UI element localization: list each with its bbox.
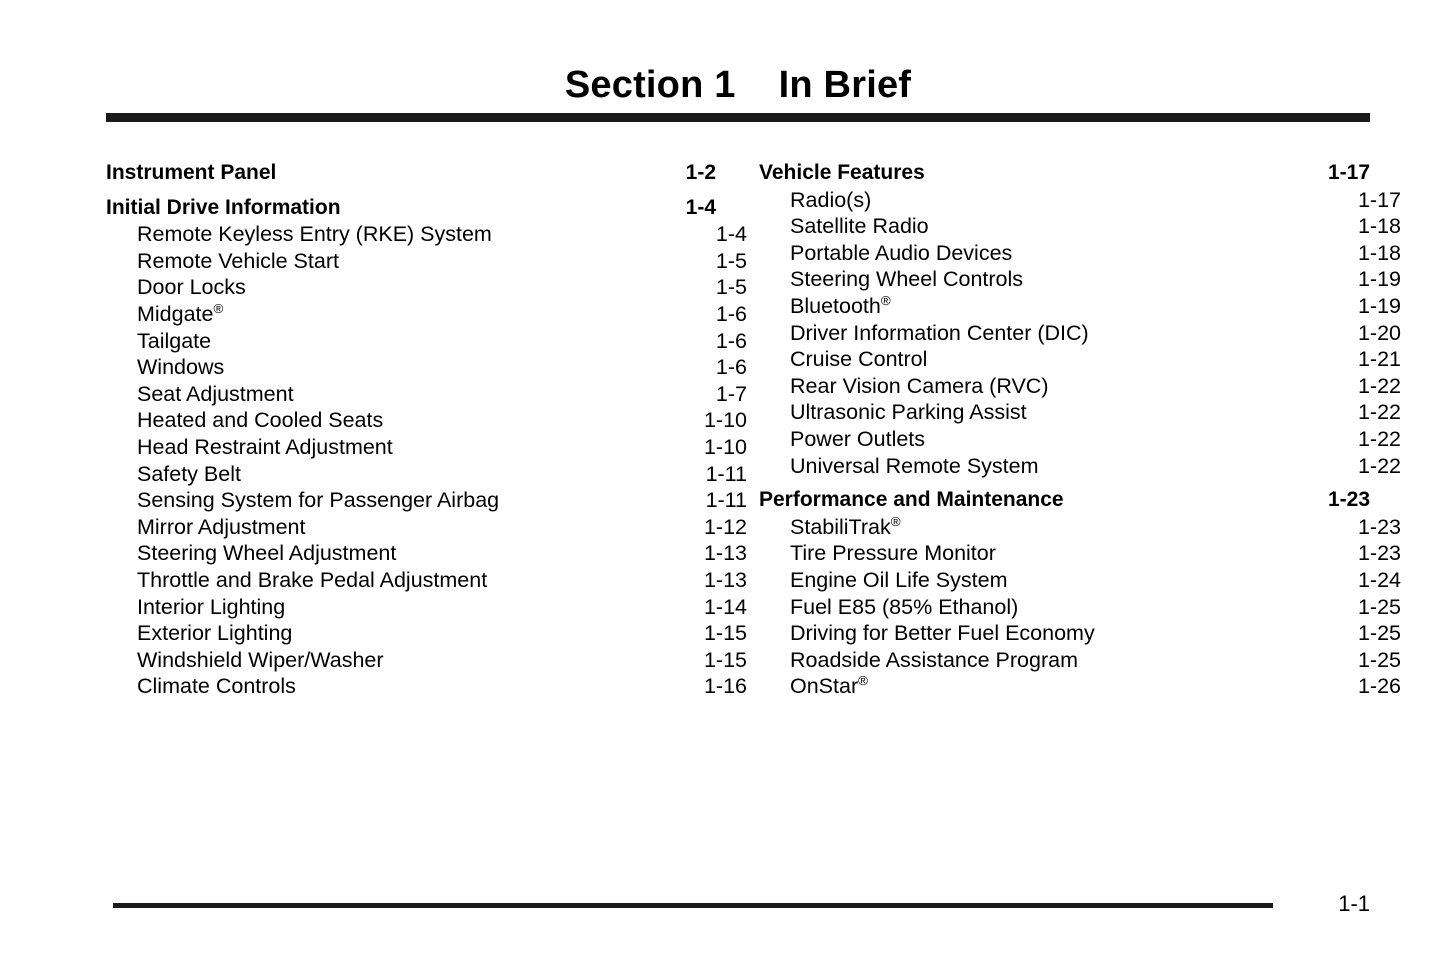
toc-entry-label: Fuel E85 (85% Ethanol) <box>790 594 1019 619</box>
toc-entry-label: Tire Pressure Monitor <box>790 541 996 566</box>
dot-leader <box>231 374 677 375</box>
toc-column-right <box>759 160 1401 700</box>
toc-entry-row[interactable] <box>106 248 747 275</box>
toc-entry-page-number: 1-12 <box>703 514 747 539</box>
toc-entry-label: Windows <box>137 355 225 380</box>
toc-entry-label: Initial Drive Information <box>106 195 341 219</box>
toc-entry-row[interactable] <box>759 373 1401 400</box>
toc-entry-row[interactable] <box>106 434 747 461</box>
dot-leader <box>506 507 677 508</box>
toc-entry-label: Roadside Assistance Program <box>790 647 1079 672</box>
dot-leader <box>878 206 1331 207</box>
toc-entry-page-number: 1-4 <box>715 222 747 247</box>
footer-rule <box>113 903 1273 908</box>
dot-leader <box>494 587 677 588</box>
toc-entry-page-number: 1-7 <box>715 381 747 406</box>
toc-entry-page-number: 1-15 <box>703 621 747 646</box>
toc-entry-label: Head Restraint Adjustment <box>137 434 393 459</box>
toc-entry-page-number: 1-23 <box>1357 514 1401 539</box>
registered-trademark-icon: ® <box>213 300 224 316</box>
dot-leader <box>936 233 1331 234</box>
toc-entry-row[interactable] <box>106 647 747 674</box>
toc-entry-label: Climate Controls <box>137 674 296 699</box>
toc-entry-page-number: 1-23 <box>1327 488 1370 512</box>
dot-leader <box>1046 472 1331 473</box>
dot-leader <box>403 560 677 561</box>
dot-leader <box>1015 587 1332 588</box>
toc-entry-page-number: 1-22 <box>1357 373 1401 398</box>
toc-entry-row[interactable] <box>106 274 747 301</box>
toc-entry-row[interactable] <box>106 354 747 381</box>
dot-leader <box>400 454 677 455</box>
toc-entry-label: Safety Belt <box>137 461 241 486</box>
toc-entry-row[interactable] <box>106 381 747 408</box>
dot-leader <box>1019 259 1331 260</box>
toc-entry-row[interactable] <box>759 567 1401 594</box>
toc-entry-label: Ultrasonic Parking Assist <box>790 400 1027 425</box>
toc-entry-label: Portable Audio Devices <box>790 240 1013 265</box>
toc-entry-row[interactable] <box>759 213 1401 240</box>
dot-leader <box>253 294 677 295</box>
dot-leader <box>1003 560 1331 561</box>
toc-entry-row[interactable] <box>759 453 1401 480</box>
toc-entry-page-number: 1-23 <box>1357 541 1401 566</box>
dot-leader <box>1096 339 1331 340</box>
dot-leader <box>499 241 677 242</box>
toc-entry-row[interactable] <box>106 407 747 434</box>
toc-entry-row[interactable] <box>759 320 1401 347</box>
toc-entry-label: Driver Information Center (DIC) <box>790 320 1089 345</box>
page-title: Section 1 In Brief <box>564 64 912 106</box>
toc-entry-row[interactable] <box>759 293 1401 320</box>
toc-heading-row[interactable] <box>759 160 1370 187</box>
toc-entry-page-number: 1-16 <box>703 674 747 699</box>
toc-entry-page-number: 1-18 <box>1357 214 1401 239</box>
toc-entry-label: Cruise Control <box>790 347 928 372</box>
toc-entry-page-number: 1-10 <box>703 408 747 433</box>
toc-entry-row[interactable] <box>106 221 747 248</box>
toc-entry-row[interactable] <box>106 540 747 567</box>
dot-leader <box>390 427 677 428</box>
dot-leader <box>301 400 677 401</box>
toc-heading-row[interactable] <box>106 195 716 222</box>
toc-entry-label: Vehicle Features <box>759 161 925 184</box>
toc-entry-page-number: 1-19 <box>1357 293 1401 318</box>
toc-entry-page-number: 1-17 <box>1327 161 1370 184</box>
toc-entry-row[interactable] <box>106 328 747 355</box>
table-of-contents <box>0 160 1445 760</box>
toc-entry-page-number: 1-25 <box>1357 594 1401 619</box>
toc-entry-row[interactable] <box>106 620 747 647</box>
toc-entry-page-number: 1-15 <box>703 647 747 672</box>
dot-leader <box>391 666 677 667</box>
dot-leader <box>303 693 677 694</box>
toc-entry-row[interactable] <box>106 461 747 488</box>
toc-entry-page-number: 1-6 <box>715 328 747 353</box>
toc-entry-page-number: 1-6 <box>715 301 747 326</box>
toc-entry-page-number: 1-11 <box>705 461 747 486</box>
dot-leader <box>299 640 677 641</box>
toc-entry-page-number: 1-25 <box>1357 621 1401 646</box>
toc-entry-page-number: 1-19 <box>1357 267 1401 292</box>
dot-leader <box>1085 666 1331 667</box>
toc-entry-label: Rear Vision Camera (RVC) <box>790 373 1049 398</box>
toc-entry-page-number: 1-26 <box>1357 674 1401 699</box>
dot-leader <box>932 180 1300 181</box>
toc-entry-page-number: 1-6 <box>715 355 747 380</box>
toc-entry-label: Satellite Radio <box>790 214 929 239</box>
page-footer <box>0 846 1445 966</box>
toc-entry-label: Performance and Maintenance <box>759 488 1064 512</box>
toc-entry-row[interactable] <box>759 399 1401 426</box>
dot-leader <box>932 446 1331 447</box>
toc-entry-page-number: 1-2 <box>685 161 716 184</box>
registered-trademark-icon: ® <box>880 292 891 308</box>
toc-entry-row[interactable] <box>759 620 1401 647</box>
toc-entry-row[interactable] <box>759 426 1401 453</box>
toc-entry-label: Windshield Wiper/Washer <box>137 647 384 672</box>
toc-entry-label: Sensing System for Passenger Airbag <box>137 488 500 513</box>
toc-entry-page-number: 1-4 <box>685 195 716 219</box>
toc-entry-row[interactable] <box>759 346 1401 373</box>
dot-leader <box>898 313 1331 314</box>
toc-heading-row[interactable] <box>106 160 716 187</box>
toc-entry-row[interactable] <box>106 514 747 541</box>
dot-leader <box>875 693 1331 694</box>
toc-entry-label: OnStar® <box>790 673 868 699</box>
toc-entry-label: Remote Keyless Entry (RKE) System <box>137 222 492 247</box>
dot-leader <box>934 366 1331 367</box>
dot-leader <box>1071 507 1300 508</box>
toc-entry-label: Interior Lighting <box>137 594 286 619</box>
toc-entry-page-number: 1-21 <box>1357 347 1401 372</box>
toc-entry-label: Power Outlets <box>790 426 926 451</box>
toc-entry-page-number: 1-22 <box>1357 400 1401 425</box>
dot-leader <box>283 180 646 181</box>
dot-leader <box>1034 419 1331 420</box>
toc-entry-label: Steering Wheel Adjustment <box>137 541 397 566</box>
toc-entry-page-number: 1-11 <box>705 488 747 513</box>
registered-trademark-icon: ® <box>890 513 901 529</box>
toc-entry-row[interactable] <box>759 514 1401 541</box>
toc-entry-page-number: 1-25 <box>1357 647 1401 672</box>
toc-entry-page-number: 1-5 <box>715 248 747 273</box>
toc-entry-label: Door Locks <box>137 275 246 300</box>
toc-entry-label: Driving for Better Fuel Economy <box>790 621 1095 646</box>
toc-entry-label: Heated and Cooled Seats <box>137 408 384 433</box>
dot-leader <box>1030 286 1331 287</box>
page-number: 1-1 <box>1338 891 1370 916</box>
toc-entry-label: StabiliTrak® <box>790 513 901 539</box>
toc-entry-row[interactable] <box>759 540 1401 567</box>
toc-entry-label: Remote Vehicle Start <box>137 248 339 273</box>
toc-entry-label: Radio(s) <box>790 187 872 212</box>
toc-entry-label: Bluetooth® <box>790 292 891 318</box>
toc-entry-label: Throttle and Brake Pedal Adjustment <box>137 567 488 592</box>
toc-entry-label: Midgate® <box>137 300 224 326</box>
dot-leader <box>1025 613 1331 614</box>
toc-entry-row[interactable] <box>759 673 1401 700</box>
dot-leader <box>348 214 646 215</box>
toc-entry-label: Exterior Lighting <box>137 621 293 646</box>
toc-entry-row[interactable] <box>759 187 1401 214</box>
toc-entry-page-number: 1-14 <box>703 594 747 619</box>
toc-entry-row[interactable] <box>106 594 747 621</box>
toc-entry-label: Engine Oil Life System <box>790 567 1008 592</box>
toc-entry-row[interactable] <box>106 567 747 594</box>
toc-entry-label: Instrument Panel <box>106 161 277 184</box>
toc-entry-row[interactable] <box>106 487 747 514</box>
dot-leader <box>248 480 677 481</box>
toc-entry-row[interactable] <box>759 647 1401 674</box>
toc-entry-page-number: 1-24 <box>1357 567 1401 592</box>
dot-leader <box>218 347 677 348</box>
registered-trademark-icon: ® <box>858 673 868 689</box>
dot-leader <box>292 613 677 614</box>
toc-entry-row[interactable] <box>106 673 747 700</box>
toc-entry-row[interactable] <box>759 266 1401 293</box>
toc-entry-page-number: 1-18 <box>1357 240 1401 265</box>
toc-entry-page-number: 1-5 <box>715 275 747 300</box>
toc-entry-row[interactable] <box>106 301 747 328</box>
dot-leader <box>312 533 677 534</box>
dot-leader <box>346 267 677 268</box>
toc-entry-page-number: 1-13 <box>703 541 747 566</box>
toc-entry-row[interactable] <box>759 594 1401 621</box>
toc-entry-page-number: 1-22 <box>1357 453 1401 478</box>
toc-heading-row[interactable] <box>759 487 1370 514</box>
toc-entry-label: Universal Remote System <box>790 453 1039 478</box>
header-rule <box>106 113 1370 122</box>
toc-entry-page-number: 1-13 <box>703 567 747 592</box>
toc-entry-label: Tailgate <box>137 328 212 353</box>
toc-entry-label: Steering Wheel Controls <box>790 267 1024 292</box>
dot-leader <box>908 533 1331 534</box>
dot-leader <box>1102 640 1331 641</box>
toc-entry-label: Seat Adjustment <box>137 381 294 406</box>
toc-entry-row[interactable] <box>759 240 1401 267</box>
toc-entry-page-number: 1-17 <box>1357 187 1401 212</box>
dot-leader <box>1055 392 1331 393</box>
dot-leader <box>230 321 677 322</box>
toc-entry-page-number: 1-10 <box>703 434 747 459</box>
toc-entry-page-number: 1-22 <box>1357 426 1401 451</box>
toc-entry-label: Mirror Adjustment <box>137 514 306 539</box>
toc-column-left <box>106 160 747 700</box>
toc-entry-page-number: 1-20 <box>1357 320 1401 345</box>
